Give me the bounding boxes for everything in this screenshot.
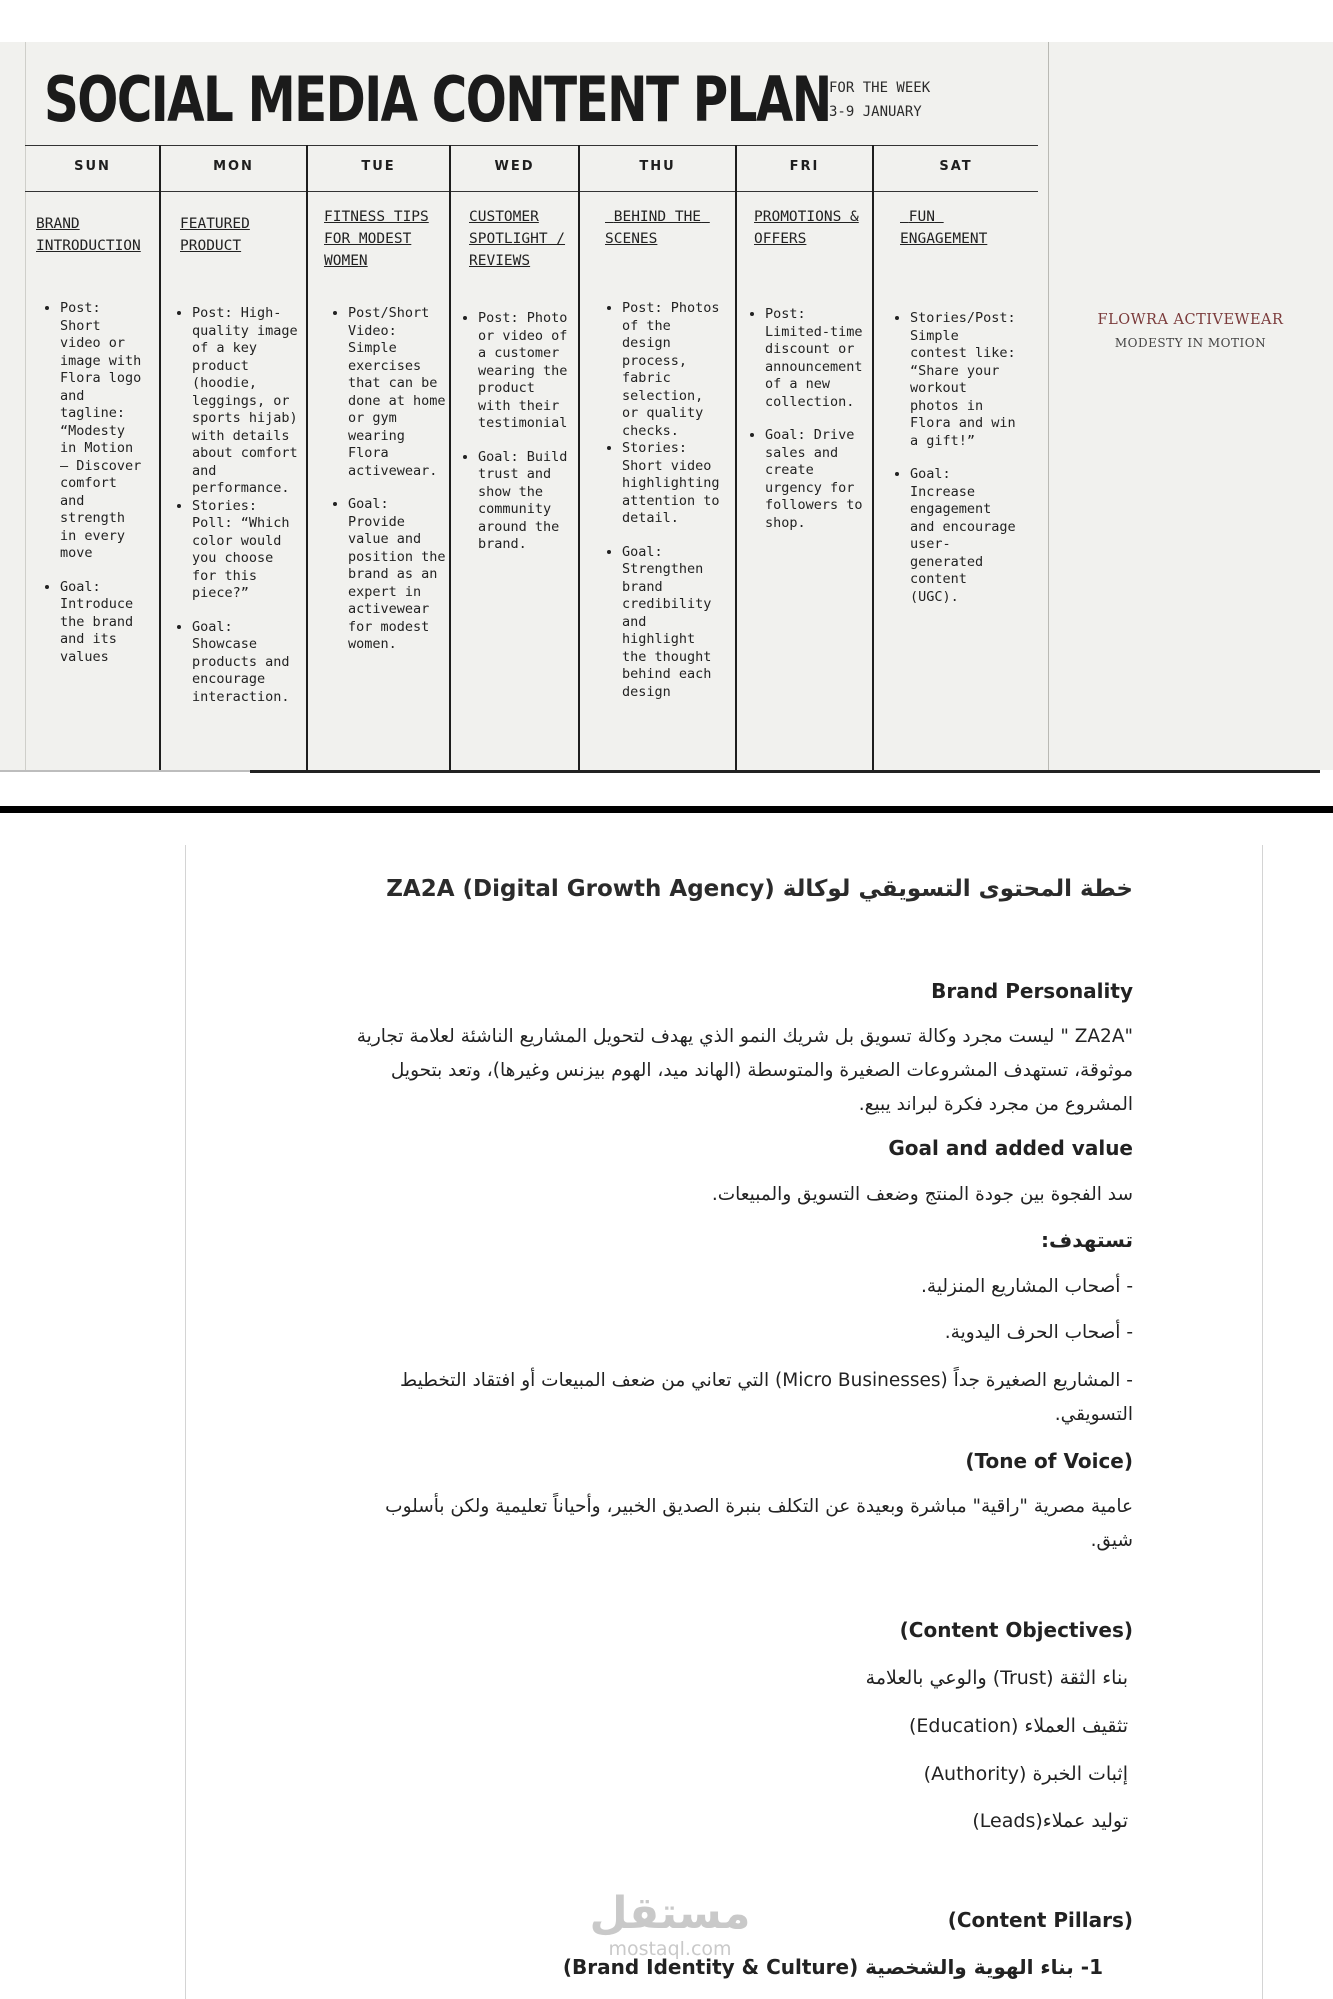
day-header-tue: TUE: [361, 159, 396, 174]
watermark-latin: mostaql.com: [608, 1938, 732, 1960]
table-header-rule: [25, 191, 1038, 192]
list-item: • Goal: Increase engagement and encourage user-generated content (UGC).: [910, 466, 1018, 606]
brand-name: FLOWRA ACTIVEWEAR: [1097, 312, 1284, 328]
day-header-fri: FRI: [789, 159, 820, 174]
category-thu: BEHIND THE SCENES: [605, 209, 710, 247]
cell-wed: [462, 310, 574, 554]
category-fri: PROMOTIONS & OFFERS: [754, 209, 859, 247]
target-item: - المشاريع الصغيرة جداً (Micro Businesses) التي تعاني من ضعف المبيعات أو افتقاد التخطيط التسويقي.: [400, 1370, 1133, 1425]
cell-sun: [44, 300, 144, 666]
list-item: • Post: Short video or image with Flora logo and tagline: “Modesty in Motion – Discover comfort and strength in every move: [60, 300, 144, 563]
divider-strip: [0, 770, 250, 772]
brand-tagline: MODESTY IN MOTION: [1114, 336, 1267, 350]
category-mon: FEATURED PRODUCT: [180, 216, 250, 254]
list-item: • Stories/Post: Simple contest like: “Share your workout photos in Flora and win a gift!”: [910, 310, 1018, 450]
day-header-sat: SAT: [939, 159, 973, 174]
list-item: • Goal: Showcase products and encourage interaction.: [192, 619, 298, 707]
list-item: • Stories: Poll: “Which color would you choose for this piece?”: [192, 498, 298, 603]
column-divider: [159, 145, 161, 770]
week-line-2: 3-9 JANUARY: [829, 104, 922, 120]
target-item: - أصحاب المشاريع المنزلية.: [921, 1276, 1133, 1297]
day-header-wed: WED: [494, 159, 535, 174]
list-item: • Post: Photos of the design process, fabric selection, or quality checks.: [622, 300, 722, 440]
list-item: • Goal: Drive sales and create urgency for followers to shop.: [765, 427, 865, 532]
divider-strip: [250, 770, 1320, 773]
list-item: • Post: Photo or video of a customer wearing the product with their testimonial: [478, 310, 574, 433]
heading-objectives: (Content Objectives): [899, 1618, 1133, 1642]
cell-sat: [894, 310, 1018, 606]
list-item: • Goal: Build trust and show the community around the brand.: [478, 449, 574, 554]
week-label: [829, 76, 930, 124]
content-plan-sheet: [0, 42, 1333, 770]
column-divider: [306, 145, 308, 770]
tone-text: عامية مصرية "راقية" مباشرة وبعيدة عن التكلف بنبرة الصديق الخبير، وأحياناً تعليمية ولكن بأسلوب شيق.: [385, 1496, 1133, 1551]
brand-personality-text: "ZA2A " ليست مجرد وكالة تسويق بل شريك النمو الذي يهدف لتحويل المشاريع الناشئة لعلامة تجارية موثوقة، تستهدف المشروعات الصغيرة والمتوسطة (الهاند ميد، الهوم بيزنس وغيرها)، وتعد بتحويل المشروع من مجرد فكرة لبراند يبيع.: [356, 1026, 1133, 1115]
day-header-mon: MON: [213, 159, 254, 174]
week-line-1: FOR THE WEEK: [829, 80, 931, 96]
watermark-arabic: مستقل: [589, 1888, 751, 1939]
category-wed: CUSTOMER SPOTLIGHT / REVIEWS: [469, 209, 566, 269]
list-item: • Post/Short Video: Simple exercises that can be done at home or gym wearing Flora activewear.: [348, 305, 450, 480]
category-sun: BRAND INTRODUCTION: [36, 216, 141, 254]
objective-item: إثبات الخبرة (Authority): [923, 1763, 1128, 1785]
list-item: • Goal: Provide value and position the brand as an expert in activewear for modest women.: [348, 496, 450, 654]
target-item: - أصحاب الحرف اليدوية.: [944, 1322, 1133, 1343]
cell-mon: [176, 305, 298, 706]
brand-logo: [1048, 312, 1333, 350]
heading-goal: Goal and added value: [888, 1136, 1133, 1160]
section-divider: [0, 806, 1333, 813]
heading-target: تستهدف:: [1040, 1228, 1133, 1252]
list-item: • Goal: Strengthen brand credibility and highlight the thought behind each design: [622, 544, 722, 702]
list-item: • Goal: Introduce the brand and its values: [60, 579, 144, 667]
objective-item: بناء الثقة (Trust) والوعي بالعلامة: [865, 1667, 1128, 1689]
plan-left-edge: [25, 42, 26, 770]
day-header-sun: SUN: [74, 159, 111, 174]
heading-pillars: (Content Pillars): [947, 1908, 1133, 1932]
column-divider: [735, 145, 737, 770]
column-divider: [872, 145, 874, 770]
plan-title: SOCIAL MEDIA CONTENT PLAN: [44, 63, 831, 136]
category-sat: FUN ENGAGEMENT: [900, 209, 988, 247]
page-margin-right: [1262, 845, 1263, 1999]
goal-text: سد الفجوة بين جودة المنتج وضعف التسويق والمبيعات.: [711, 1184, 1133, 1205]
cell-thu: [606, 300, 722, 701]
objective-item: توليد عملاء(Leads): [972, 1810, 1128, 1832]
page-margin-left: [185, 845, 186, 1999]
table-top-rule: [25, 145, 1038, 146]
heading-brand-personality: Brand Personality: [931, 979, 1133, 1003]
list-item: • Post: High-quality image of a key product (hoodie, leggings, or sports hijab) with details about comfort and performance.: [192, 305, 298, 498]
cell-fri: [749, 306, 865, 532]
cell-tue: [332, 305, 450, 654]
day-header-thu: THU: [639, 159, 676, 174]
document-title: خطة المحتوى التسويقي لوكالة ZA2A (Digital Growth Agency): [386, 876, 1133, 902]
brand-panel: [1048, 42, 1333, 770]
category-tue: FITNESS TIPS FOR MODEST WOMEN: [324, 209, 429, 269]
objective-item: تثقيف العملاء (Education): [908, 1715, 1128, 1737]
list-item: • Stories: Short video highlighting attention to detail.: [622, 440, 722, 528]
heading-tone: (Tone of Voice): [965, 1449, 1133, 1473]
list-item: • Post: Limited-time discount or announcement of a new collection.: [765, 306, 865, 411]
watermark-logo: [585, 1890, 755, 1960]
pillar-item: 1- بناء الهوية والشخصية (Brand Identity & Culture): [562, 1955, 1103, 1979]
